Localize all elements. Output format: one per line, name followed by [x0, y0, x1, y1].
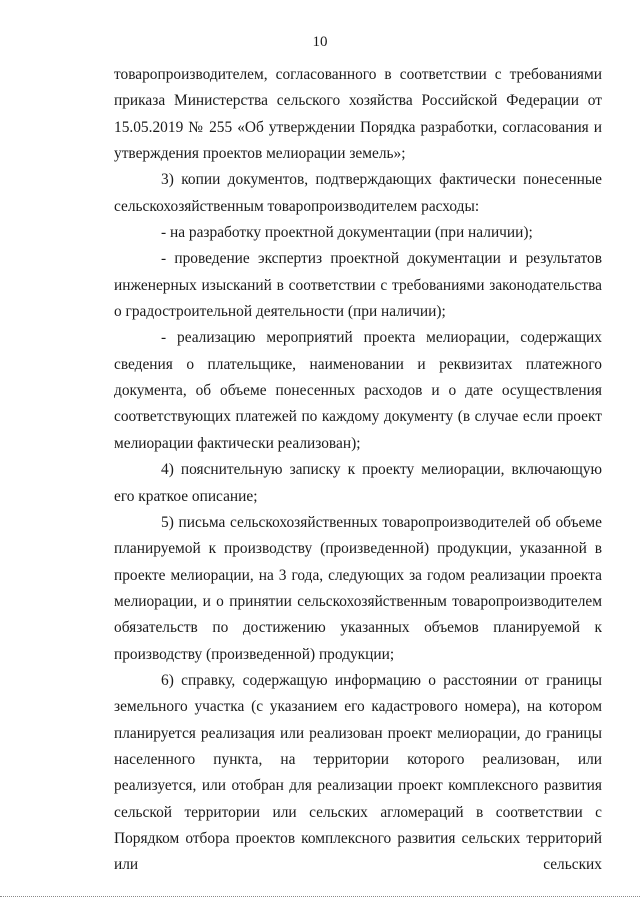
- paragraph-item-5: 5) письма сельскохозяйственных товаропроизводителей об объеме планируемой к производству (произведенной) продукции, указанной в проекте мелиорации, на 3 года, следующих за годом реализации проекта мелиорации, и о принятии сельскохозяйственным товаропроизводителем обязательств по достижению указанных объемов планируемой к производству (произведенной) продукции;: [114, 513, 602, 663]
- paragraph-item-6: 6) справку, содержащую информацию о расстоянии от границы земельного участка (с указанием его кадастрового номера), на котором планируется реализация или реализован проект мелиорации, до границы населенного пункта, на территории которого реализован, или реализуется, или отобран для реализации проект комплексного развития сельской территории или сельских агломераций в соответствии с Порядком отбора проектов комплексного развития сельских территорий или сельских: [114, 671, 602, 874]
- page-number: 10: [312, 34, 328, 50]
- document-body: [114, 62, 602, 879]
- paragraph-continuation: товаропроизводителем, согласованного в соответствии с требованиями приказа Министерства сельского хозяйства Российской Федерации от 15.05.2019 № 255 «Об утверждении Порядка разработки, согласования и утверждения проектов мелиорации земель»;: [114, 66, 602, 163]
- paragraph-subitem-expertise: - проведение экспертиз проектной документации и результатов инженерных изысканий в соответствии с требованиями законодательства о градостроительной деятельности (при наличии);: [114, 250, 602, 321]
- bottom-scan-rule: [0, 896, 640, 897]
- paragraph-item-4: 4) пояснительную записку к проекту мелиорации, включающую его краткое описание;: [114, 461, 602, 505]
- paragraph-subitem-implementation: - реализацию мероприятий проекта мелиорации, содержащих сведения о плательщике, наименовании и реквизитах платежного документа, об объеме понесенных расходов и о дате осуществления соответствующих платежей по каждому документу (в случае если проект мелиорации фактически реализован);: [114, 329, 602, 452]
- paragraph-item-3: 3) копии документов, подтверждающих фактически понесенные сельскохозяйственным товаропроизводителем расходы:: [114, 171, 602, 215]
- paragraph-subitem-design: - на разработку проектной документации (при наличии);: [161, 224, 533, 242]
